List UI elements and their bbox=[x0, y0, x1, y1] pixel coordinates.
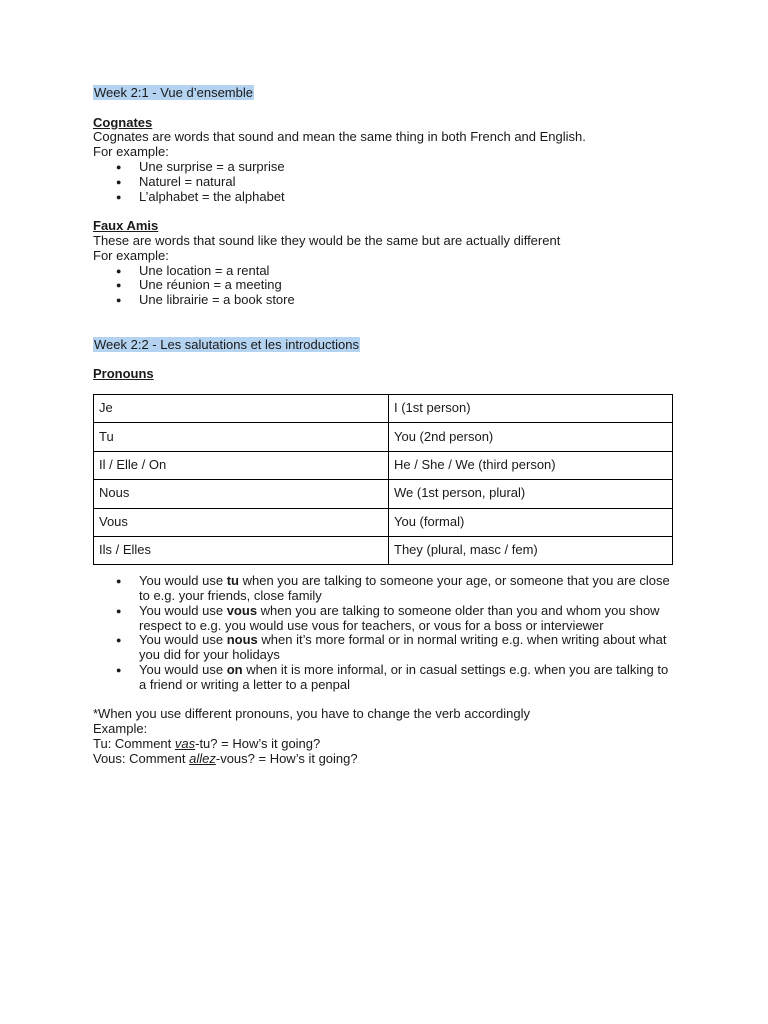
example-label: Example: bbox=[93, 721, 148, 737]
list-item bbox=[93, 604, 678, 634]
conjugated-verb: allez bbox=[189, 750, 216, 766]
list-item: ● Une surprise = a surprise bbox=[93, 160, 678, 175]
example-lines bbox=[93, 737, 678, 767]
example-line bbox=[93, 752, 678, 767]
usage-text: You would use bbox=[139, 662, 227, 678]
usage-text: when it’s more formal or in normal writing e.g. when writing about what you did for your holidays bbox=[139, 632, 667, 663]
conjugated-verb: vas bbox=[174, 736, 196, 752]
usage-text: when you are talking to someone older than you and whom you show respect to e.g. you would use vous for teachers, or vous for a boss or interviewer bbox=[139, 602, 660, 633]
week1-title-line bbox=[93, 86, 678, 101]
example-text: -tu? = How’s it going? bbox=[195, 736, 321, 752]
english-pronoun-cell: He / She / We (third person) bbox=[389, 451, 673, 479]
list-item: ● L’alphabet = the alphabet bbox=[93, 190, 678, 205]
list-item bbox=[93, 633, 678, 663]
english-pronoun-cell: You (formal) bbox=[389, 508, 673, 536]
list-item bbox=[93, 663, 678, 693]
table-row bbox=[94, 451, 673, 479]
english-pronoun-cell: They (plural, masc / fem) bbox=[389, 536, 673, 564]
faux-amis-description: These are words that sound like they would be the same but are actually different bbox=[93, 232, 561, 248]
table-row bbox=[94, 480, 673, 508]
example-line bbox=[93, 737, 678, 752]
french-pronoun-cell: Ils / Elles bbox=[94, 536, 389, 564]
cognates-for-example: For example: bbox=[93, 144, 169, 160]
week2-title-line bbox=[93, 338, 678, 353]
pronoun-emphasis: nous bbox=[226, 632, 258, 648]
english-pronoun-cell: I (1st person) bbox=[389, 394, 673, 422]
french-pronoun-cell: Tu bbox=[94, 423, 389, 451]
list-item: ● Une librairie = a book store bbox=[93, 293, 678, 308]
usage-text: when you are talking to someone your age, or someone that you are close to e.g. your friends, close family bbox=[139, 573, 670, 604]
example-text: -vous? = How’s it going? bbox=[215, 750, 358, 766]
list-item: ● Naturel = natural bbox=[93, 175, 678, 190]
week1-title: Week 2:1 - Vue d’ensemble bbox=[94, 85, 253, 100]
example-text: Vous: Comment bbox=[93, 750, 190, 766]
french-pronoun-cell: Il / Elle / On bbox=[94, 451, 389, 479]
table-row bbox=[94, 508, 673, 536]
pronouns-heading: Pronouns bbox=[93, 366, 154, 382]
french-pronoun-cell: Nous bbox=[94, 480, 389, 508]
usage-text: You would use bbox=[139, 573, 227, 589]
english-pronoun-cell: We (1st person, plural) bbox=[389, 480, 673, 508]
cognates-list bbox=[93, 160, 678, 204]
pronoun-emphasis: tu bbox=[226, 573, 239, 589]
cognates-heading: Cognates bbox=[93, 114, 153, 130]
cognates-description: Cognates are words that sound and mean the same thing in both French and English. bbox=[93, 129, 586, 145]
pronoun-emphasis: on bbox=[226, 662, 243, 678]
french-pronoun-cell: Vous bbox=[94, 508, 389, 536]
usage-text: You would use bbox=[139, 632, 227, 648]
usage-list bbox=[93, 574, 678, 692]
french-pronoun-cell: Je bbox=[94, 394, 389, 422]
list-item bbox=[93, 574, 678, 604]
table-row bbox=[94, 536, 673, 564]
pronoun-emphasis: vous bbox=[226, 602, 258, 618]
table-row bbox=[94, 394, 673, 422]
english-pronoun-cell: You (2nd person) bbox=[389, 423, 673, 451]
table-row bbox=[94, 423, 673, 451]
usage-text: when it is more informal, or in casual settings e.g. when you are talking to a friend or writing a letter to a penpal bbox=[139, 662, 669, 692]
week2-title: Week 2:2 - Les salutations et les introductions bbox=[94, 336, 359, 352]
usage-text: You would use bbox=[139, 602, 227, 618]
list-item: ● Une location = a rental bbox=[93, 264, 678, 279]
faux-amis-for-example: For example: bbox=[93, 247, 169, 263]
faux-amis-heading: Faux Amis bbox=[93, 218, 159, 234]
list-item: ● Une réunion = a meeting bbox=[93, 278, 678, 293]
document-body bbox=[93, 86, 678, 767]
faux-amis-list bbox=[93, 264, 678, 308]
pronouns-table bbox=[93, 394, 673, 565]
example-text: Tu: Comment bbox=[93, 736, 175, 752]
verb-note: *When you use different pronouns, you have to change the verb accordingly bbox=[93, 706, 530, 722]
